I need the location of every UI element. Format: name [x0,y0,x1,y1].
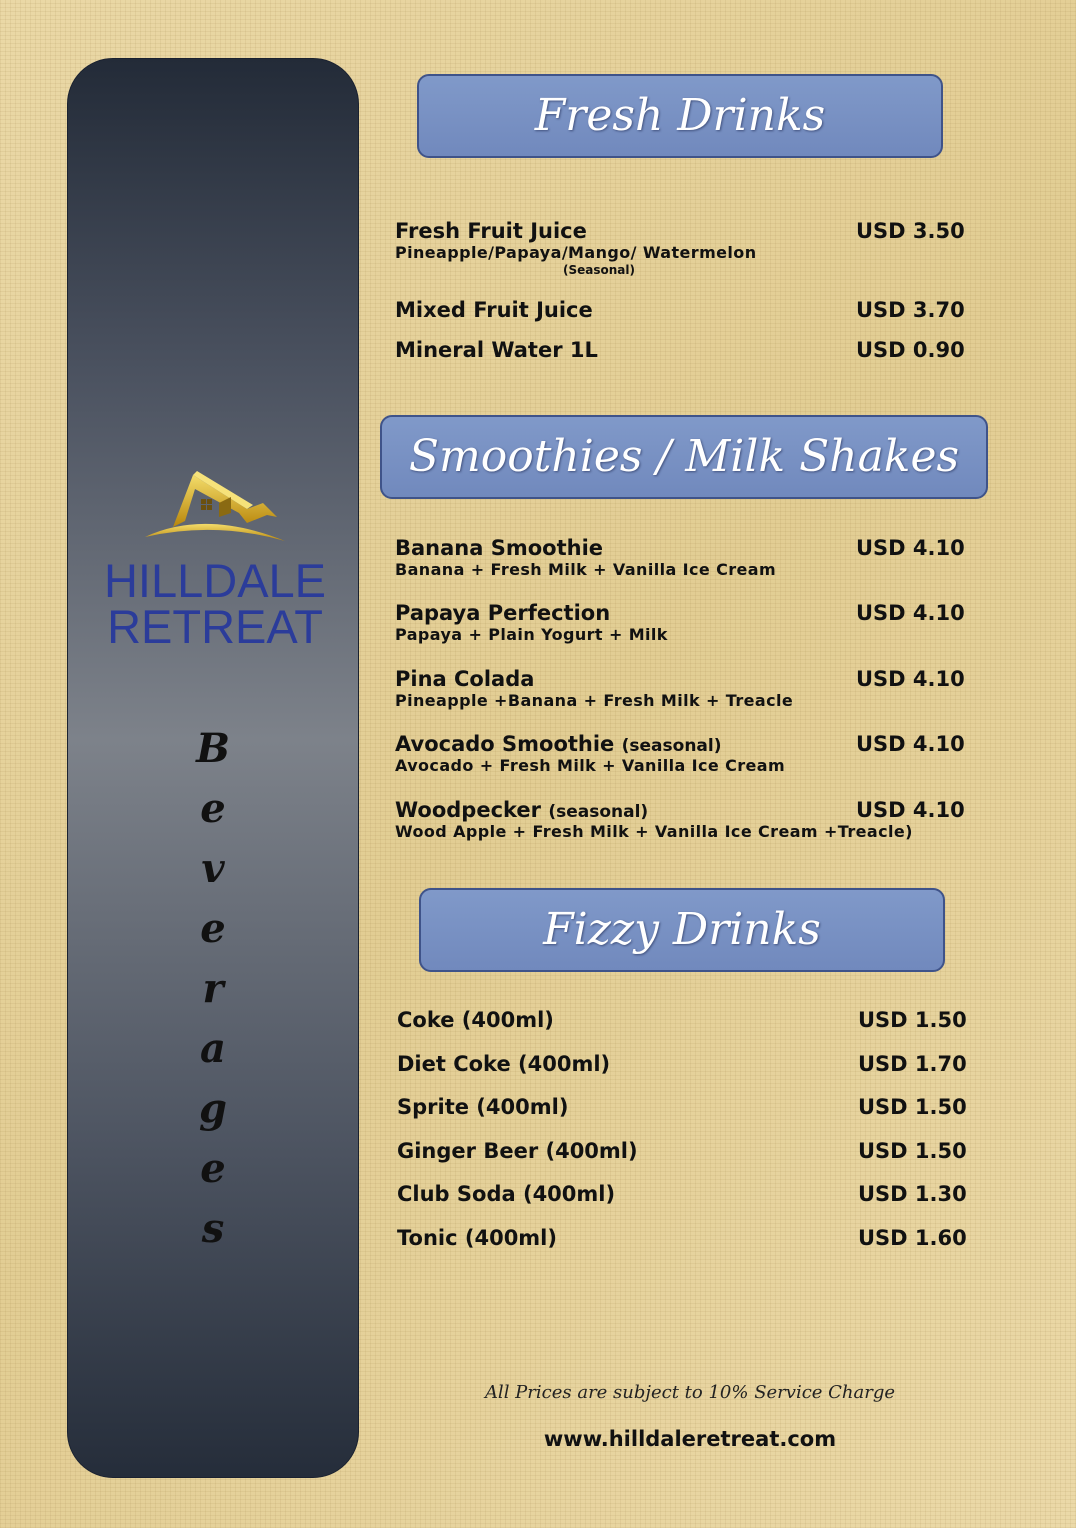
title-letter: g [199,1085,227,1132]
item-price: USD 1.50 [858,1008,967,1032]
item-name: Diet Coke (400ml) [397,1052,611,1076]
item-name: Banana Smoothie [395,536,604,560]
title-letter: s [201,1205,225,1252]
item-name: Mixed Fruit Juice [395,298,593,322]
item-description: Banana + Fresh Milk + Vanilla Ice Cream [395,560,777,579]
section-banner-smoothies: Smoothies / Milk Shakes [380,415,988,499]
beverages-vertical-title [168,719,258,1259]
service-charge-note: All Prices are subject to 10% Service Charge [484,1382,896,1403]
item-description: Avocado + Fresh Milk + Vanilla Ice Cream [395,756,786,775]
item-price: USD 4.10 [856,732,965,756]
item-name: Fresh Fruit Juice [395,219,587,243]
title-letter: e [200,1145,226,1192]
section-banner-fizzy-drinks: Fizzy Drinks [419,888,945,972]
item-price: USD 3.70 [856,298,965,322]
section-banner-fresh-drinks: Fresh Drinks [417,74,943,158]
item-description: Papaya + Plain Yogurt + Milk [395,625,668,644]
item-description: Pineapple +Banana + Fresh Milk + Treacle [395,691,794,710]
item-price: USD 1.30 [858,1182,967,1206]
title-letter: a [200,1025,226,1072]
item-name: Tonic (400ml) [397,1226,557,1250]
sidebar-panel [67,58,359,1478]
item-name: Ginger Beer (400ml) [397,1139,638,1163]
item-price: USD 4.10 [856,798,965,822]
item-name: Coke (400ml) [397,1008,554,1032]
item-price: USD 3.50 [856,219,965,243]
item-name: Woodpecker (seasonal) [395,798,649,822]
item-description: Wood Apple + Fresh Milk + Vanilla Ice Cream +Treacle) [395,822,913,841]
item-price: USD 4.10 [856,667,965,691]
item-name: Sprite (400ml) [397,1095,569,1119]
item-price: USD 1.50 [858,1095,967,1119]
item-name: Club Soda (400ml) [397,1182,616,1206]
brand-name-line1: HILLDALE [103,554,327,607]
item-price: USD 4.10 [856,536,965,560]
item-seasonal-note: (Seasonal) [563,263,635,277]
item-price: USD 1.70 [858,1052,967,1076]
website-link[interactable]: www.hilldaleretreat.com [543,1427,837,1451]
title-letter: v [201,845,225,892]
item-price: USD 1.50 [858,1139,967,1163]
item-name: Papaya Perfection [395,601,611,625]
item-seasonal-note: (seasonal) [548,802,649,822]
item-price: USD 0.90 [856,338,965,362]
item-name: Avocado Smoothie (seasonal) [395,732,722,756]
title-letter: e [200,905,226,952]
item-description: Pineapple/Papaya/Mango/ Watermelon [395,243,757,262]
hotel-logo [85,469,345,653]
item-name: Mineral Water 1L [395,338,598,362]
title-letter: r [202,965,224,1012]
house-roof-icon [135,469,295,549]
item-seasonal-note: (seasonal) [621,736,722,756]
brand-name-line2: RETREAT [107,600,323,653]
item-name: Pina Colada [395,667,535,691]
item-price: USD 1.60 [858,1226,967,1250]
item-price: USD 4.10 [856,601,965,625]
title-letter: B [196,725,230,772]
title-letter: e [200,785,226,832]
